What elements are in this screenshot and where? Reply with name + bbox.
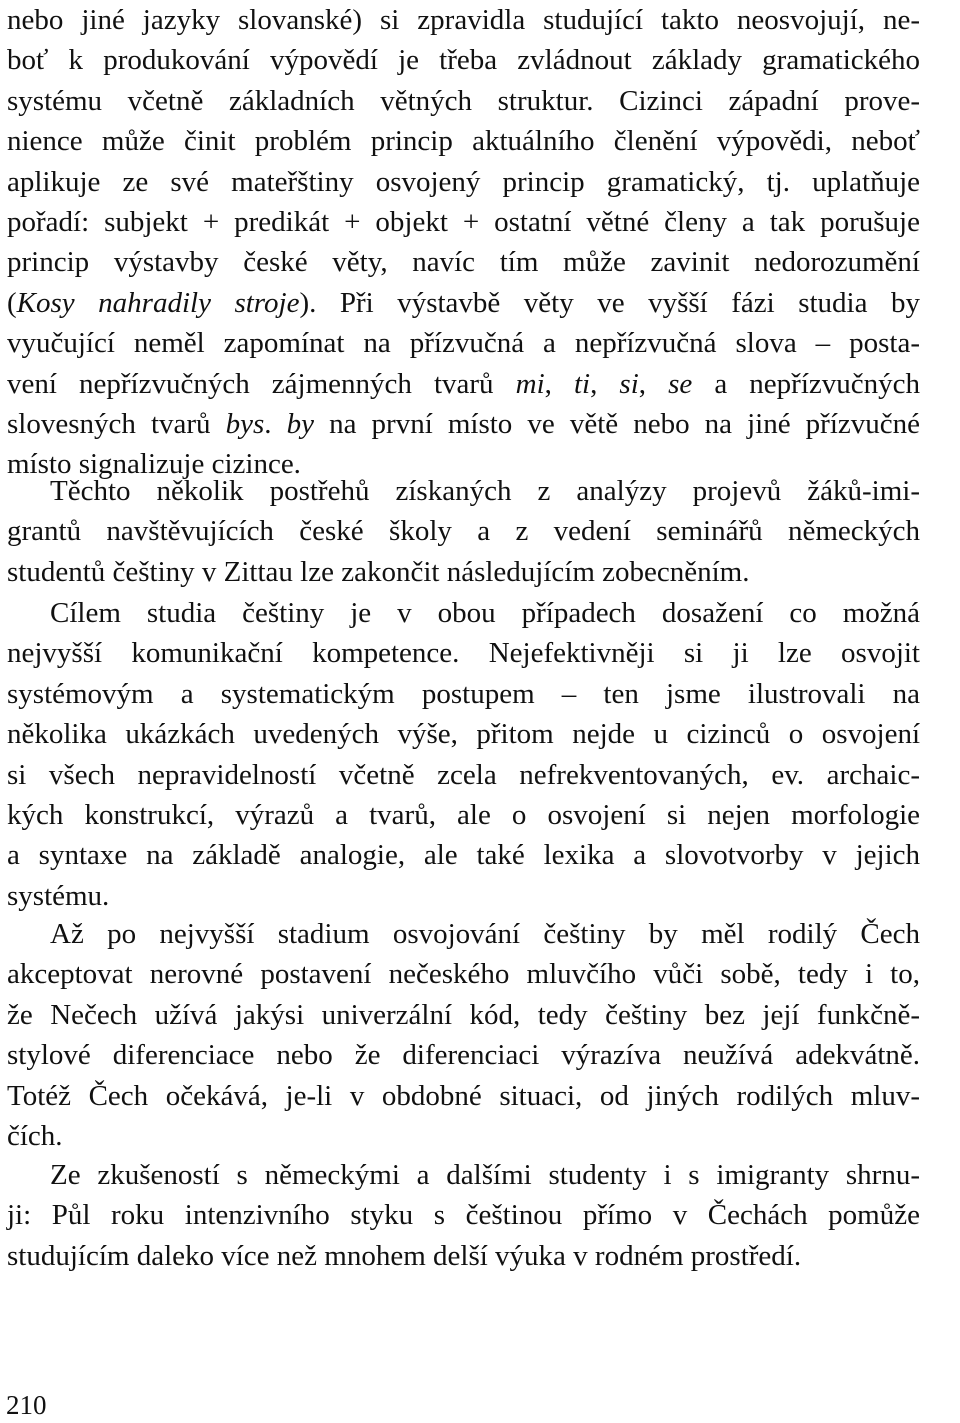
text-line: si všech nepravidelností včetně zcela nefrekventovaných, ev. archaic- [7,758,920,791]
text-line: studujícím daleko více než mnohem delší výuka v rodném prostředí. [7,1239,802,1272]
verb-form-by: by [286,407,315,440]
text-line: kých konstrukcí, výrazů a tvarů, ale o osvojení si nejen morfologie [7,798,920,831]
text-line: systémovým a systematickým postupem – ten jsme ilustrovali na [7,677,920,710]
text-line: systému včetně základních větných struktur. Cizinci západní prove- [7,84,920,117]
text-line: čích. [7,1119,63,1152]
text-line: grantů navštěvujících české školy a z vedení seminářů německých [7,515,920,548]
paragraph-2 [7,471,920,592]
text-line: princip výstavby české věty, navíc tím může zavinit nedorozumění [7,246,920,279]
text-line: že Nečech užívá jakýsi univerzální kód, tedy češtiny bez její funkčně- [7,998,920,1031]
page-number: 210 [6,1390,47,1420]
pronoun-si: si [619,367,639,400]
example-sentence: Kosy nahradily stroje [16,286,300,319]
paragraph-3 [7,593,920,916]
pronoun-se: se [668,367,693,400]
text-line: několika ukázkách uvedených výše, přitom nejde u cizinců o osvojení [7,718,920,751]
text-line: ji: Půl roku intenzivního styku s češtinou přímo v Čechách pomůže [7,1199,920,1232]
text-line: Těchto několik postřehů získaných z analýzy projevů žáků-imi- [50,475,920,507]
text-line: vení nepřízvučných zájmenných tvarů mi, ti, si, se a nepřízvučných [7,367,920,400]
text-line: (Kosy nahradily stroje). Při výstavbě věty ve vyšší fázi studia by [7,286,920,319]
text-line: pořadí: subjekt + predikát + objekt + ostatní větné členy a tak porušuje [7,205,920,238]
text-line: slovesných tvarů bys. by na první místo ve větě nebo na jiné přízvučné [7,407,921,440]
paragraph-1 [7,0,920,485]
text-line: nejvyšší komunikační kompetence. Nejefektivněji si ji lze osvojit [7,637,920,670]
text-line: a syntaxe na základě analogie, ale také lexika a slovotvorby v jejich [7,839,920,872]
text-line: vyučující neměl zapomínat na přízvučná a nepřízvučná slova – posta- [7,327,920,360]
text-line: Až po nejvyšší stadium osvojování češtiny by měl rodilý Čech [50,918,920,950]
verb-form-bys: bys [225,407,265,440]
text-line: boť k produkování výpovědí je třeba zvládnout základy gramatického [7,44,920,77]
text-line: stylové diferenciace nebo že diferenciaci výrazíva neužívá adekvátně. [7,1039,920,1072]
pronoun-mi: mi [515,367,545,400]
text-line: nebo jiné jazyky slovanské) si zpravidla studující takto neosvojují, ne- [7,4,920,36]
text-line: studentů češtiny v Zittau lze zakončit následujícím zobecněním. [7,555,750,588]
text-line: nience může činit problém princip aktuálního členění výpovědi, neboť [7,125,920,158]
text-line: aplikuje ze své mateřštiny osvojený princip gramatický, tj. uplatňuje [7,165,920,198]
text-line: Totéž Čech očekává, je-li v obdobné situaci, od jiných rodilých mluv- [7,1079,920,1112]
text-line: místo signalizuje cizince. [7,448,301,481]
paragraph-5 [7,1155,920,1276]
text-line: Ze zkušeností s německými a dalšími studenty i s imigranty shrnu- [50,1159,920,1191]
pronoun-ti: ti [573,367,591,400]
text-line: systému. [7,879,110,912]
text-line: akceptovat nerovné postavení nečeského mluvčího vůči sobě, tedy i to, [7,958,920,991]
text-line: Cílem studia češtiny je v obou případech dosažení co možná [50,597,920,629]
paragraph-4 [7,914,920,1156]
